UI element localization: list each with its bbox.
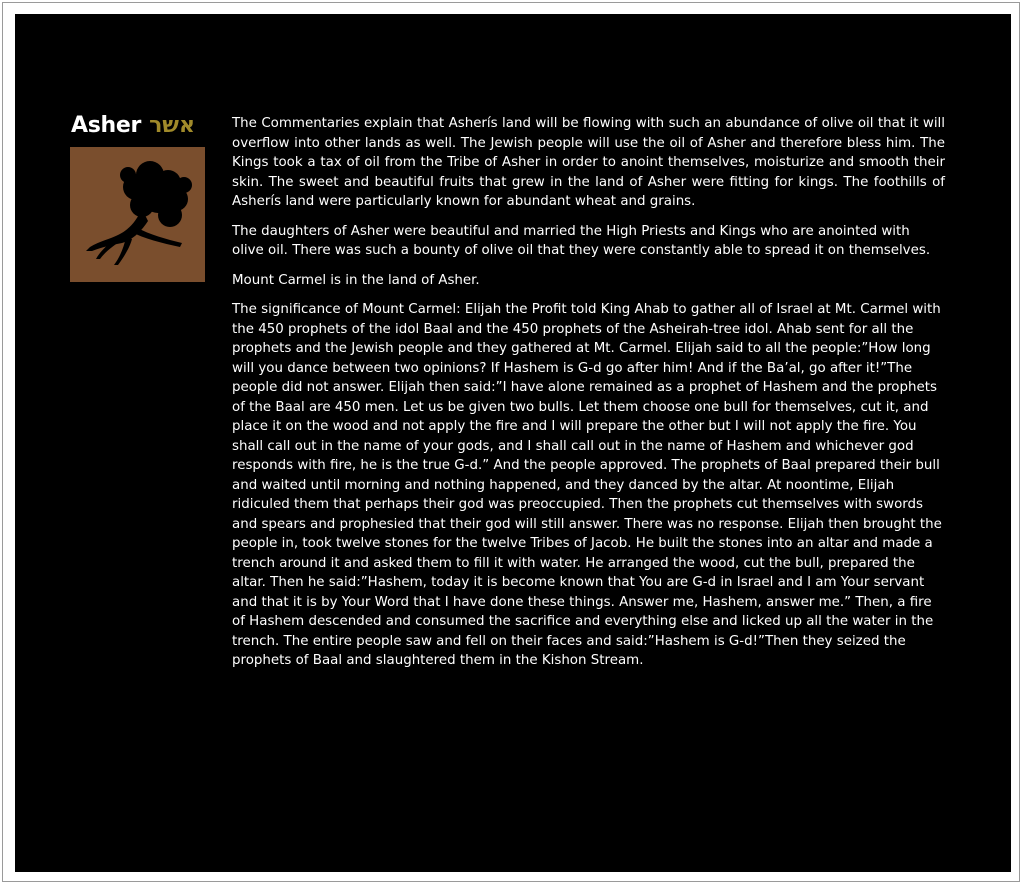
article-paragraph: The daughters of Asher were beautiful and married the High Priests and Kings who are anointed with olive oil. There was such a bounty of olive oil that they were constantly able to spread it on themselves.	[232, 223, 931, 258]
article-paragraph: Mount Carmel is in the land of Asher.	[232, 272, 480, 288]
tribe-emblem	[70, 147, 205, 282]
olive-tree-icon	[70, 147, 205, 282]
tribe-title	[71, 113, 211, 143]
tribe-hebrew-name: אשר	[149, 113, 196, 138]
article-paragraph: The Commentaries explain that Asherís land will be flowing with such an abundance of olive oil that it will overflow into other lands as well. The Jewish people will use the oil of Asher and therefore bless him. The Kings took a tax of oil from the Tribe of Asher in order to anoint themselves, moisturize and smooth their skin. The sweet and beautiful fruits that grew in the land of Asher were fitting for kings. The foothills of Asherís land were particularly known for abundant wheat and grains.	[232, 116, 945, 209]
article-paragraph: The significance of Mount Carmel: Elijah the Profit told King Ahab to gather all of Israel at Mt. Carmel with the 450 prophets of the idol Baal and the 450 prophets of the Asheirah-tree idol. Ahab sent for all the prophets and the Jewish people and they gathered at Mt. Carmel. Elijah said to all the people:”How long will you dance between two opinions? If Hashem is G-d go after him! And if the Ba’al, go after it!”The people did not answer. Elijah then said:”I have alone remained as a prophet of Hashem and the prophets of the Baal are 450 men. Let us be given two bulls. Let them choose one bull for themselves, cut it, and place it on the wood and not apply the fire and I will prepare the other but I will not apply the fire. You shall call out in the name of your gods, and I shall call out in the name of Hashem and whichever god responds with fire, he is the true G-d.” And the people approved. The prophets of Baal prepared their bull and waited until morning and nothing happened, and they danced by the altar. At noontime, Elijah ridiculed them that perhaps their god was preoccupied. Then the prophets cut themselves with swords and spears and prophesied that their god will still answer. There was no response. Elijah then brought the people in, took twelve stones for the twelve Tribes of Jacob. He built the stones into an altar and made a trench around it and asked them to fill it with water. He arranged the wood, cut the bull, prepared the altar. Then he said:”Hashem, today it is become known that You are G-d in Israel and I am Your servant and that it is by Your Word that I have done these things. Answer me, Hashem, answer me.” Then, a fire of Hashem descended and consumed the sacrifice and everything else and licked up all the water in the trench. The entire people saw and fell on their faces and said:”Hashem is G-d!”Then they seized the prophets of Baal and slaughtered them in the Kishon Stream.	[232, 302, 942, 668]
article-body	[232, 114, 945, 681]
tribe-name: Asher	[71, 113, 142, 138]
